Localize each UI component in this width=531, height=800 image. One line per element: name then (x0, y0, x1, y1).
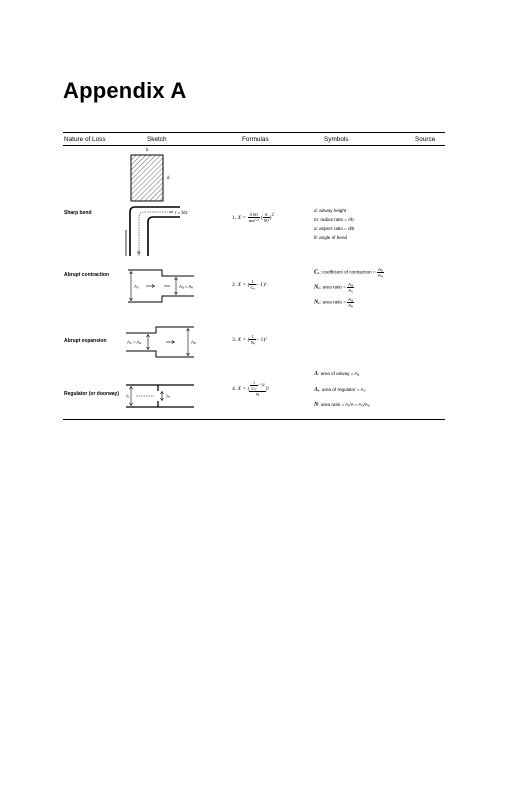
header-nature-of-loss: Nature of Loss (64, 136, 106, 143)
row-label-sharp-bend: Sharp bend (64, 210, 92, 216)
header-source: Source (415, 136, 436, 143)
symbol-m: m: radius ratio = r/b (314, 217, 354, 222)
header-sketch: Sketch (147, 136, 167, 143)
sketch-label-b: b (146, 147, 149, 152)
formula-2: 2. X = ( $\frac{1}{\text{Cₑ}}$ − 1)² (232, 279, 267, 290)
symbol-a-airway: A: area of airway = Aₐ (314, 371, 360, 377)
header-symbols: Symbols (324, 136, 349, 143)
table-top-rule (63, 132, 445, 133)
abrupt-expansion-sketch (124, 325, 214, 359)
row-label-abrupt-expansion: Abrupt expansion (64, 338, 107, 344)
formula-4: 4. X = ( $\frac{1}{Cc}$ − N N )² (232, 380, 270, 397)
formula-3: 3. X = ( $\frac{1}{\text{Nₑ}}$ − 1)² (232, 334, 267, 345)
sketch-label-radius: r = b/2 (175, 210, 188, 215)
regulator-label-right: Aᵣ (166, 393, 170, 399)
symbol-n: N: area ratio = Aᵣ/A = A₀/Aₐ (314, 402, 370, 408)
bend-centerline (139, 212, 168, 256)
regulator-label-left: A (126, 393, 129, 399)
expansion-label-left: A₀ = Aₑ (127, 339, 142, 345)
symbol-nc: Nₑ: area ratio = $\frac{\text{Aₐ}}{\text{A₀}}$ (314, 282, 354, 293)
header-formulas: Formulas (242, 136, 269, 143)
symbol-ar: Aᵣ: area of regulator = A₀ (314, 387, 366, 393)
bend-outer-wall (130, 207, 180, 256)
abrupt-contraction-sketch (124, 268, 214, 304)
table-bottom-rule (63, 419, 445, 420)
sharp-bend-sketch (120, 146, 210, 258)
contraction-label-right: Aₐ = Aₑ (179, 284, 193, 289)
row-label-abrupt-contraction: Abrupt contraction (64, 272, 109, 278)
row-label-regulator: Regulator (or doorway) (64, 391, 120, 397)
formula-1: 1. X = $\frac{0.60}{\text{ma¹·⁵}}$ ( $\frac{\theta}{90}$ )$^2$ (232, 212, 274, 223)
symbol-a: a: aspect ratio = d/b (314, 226, 355, 231)
page-title: Appendix A (63, 78, 187, 103)
expansion-label-right: Aₐ (191, 339, 196, 345)
sketch-label-d: d (167, 175, 170, 180)
contraction-label-left: A₀ (134, 284, 139, 289)
symbol-cc: Cₑ: coefficient of contraction = $\frac{\text{Aₑ}}{\text{A₀}}$ (314, 267, 383, 278)
symbol-ne: Nₑ: area ratio = $\frac{\text{Aₐ}}{\text{Aₑ}}$ (314, 297, 353, 308)
symbol-theta: θ: angle of bend (314, 235, 347, 240)
bend-inner-wall (148, 217, 180, 256)
symbol-d: d: airway height (314, 208, 347, 213)
hatched-cross-section (131, 155, 163, 201)
regulator-sketch (124, 381, 214, 411)
sketch-label-theta: Θ (137, 250, 141, 255)
